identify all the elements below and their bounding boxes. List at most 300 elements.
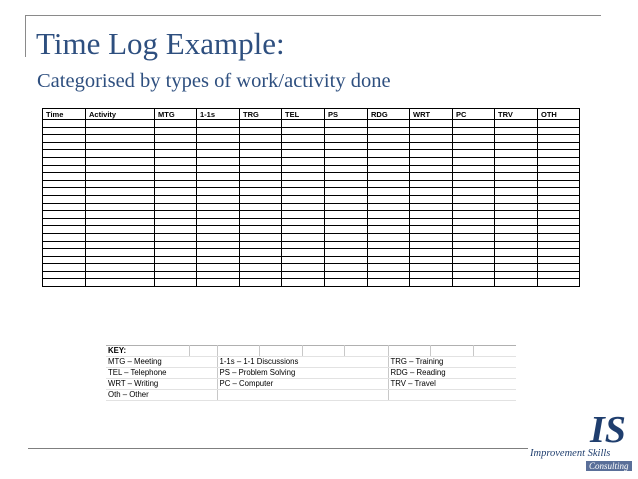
table-row	[43, 226, 580, 234]
table-cell	[368, 165, 410, 173]
table-cell	[495, 226, 538, 234]
table-cell	[197, 279, 240, 287]
table-cell	[43, 211, 86, 219]
table-cell	[410, 127, 453, 135]
table-row	[43, 150, 580, 158]
table-cell	[197, 233, 240, 241]
table-cell	[410, 135, 453, 143]
table-cell	[43, 173, 86, 181]
table-cell	[43, 120, 86, 128]
table-cell	[495, 120, 538, 128]
table-cell	[495, 157, 538, 165]
table-cell	[495, 127, 538, 135]
table-cell	[453, 264, 495, 272]
table-cell	[43, 279, 86, 287]
table-cell	[453, 165, 495, 173]
table-cell	[538, 150, 580, 158]
key-entry: TRV – Travel	[388, 379, 516, 390]
table-cell	[410, 241, 453, 249]
table-cell	[43, 233, 86, 241]
table-cell	[495, 256, 538, 264]
table-cell	[43, 271, 86, 279]
table-cell	[325, 188, 368, 196]
key-entry: MTG – Meeting	[106, 357, 217, 368]
table-cell	[240, 211, 282, 219]
table-cell	[240, 120, 282, 128]
table-cell	[368, 226, 410, 234]
column-header: WRT	[410, 109, 453, 120]
table-cell	[325, 173, 368, 181]
key-entry: PS – Problem Solving	[217, 368, 388, 379]
table-row	[43, 195, 580, 203]
table-cell	[453, 180, 495, 188]
table-cell	[495, 180, 538, 188]
table-cell	[368, 279, 410, 287]
table-cell	[495, 173, 538, 181]
table-cell	[410, 264, 453, 272]
table-cell	[453, 233, 495, 241]
key-entry: 1-1s – 1-1 Discussions	[217, 357, 388, 368]
table-cell	[453, 120, 495, 128]
table-cell	[155, 218, 197, 226]
table-cell	[495, 249, 538, 257]
table-cell	[453, 279, 495, 287]
table-cell	[86, 173, 155, 181]
table-row	[43, 203, 580, 211]
table-cell	[282, 203, 325, 211]
table-cell	[410, 150, 453, 158]
table-cell	[368, 195, 410, 203]
table-cell	[43, 135, 86, 143]
table-cell	[282, 241, 325, 249]
table-cell	[240, 157, 282, 165]
table-cell	[495, 150, 538, 158]
table-cell	[155, 271, 197, 279]
table-cell	[325, 203, 368, 211]
table-cell	[197, 157, 240, 165]
table-cell	[197, 256, 240, 264]
table-cell	[86, 264, 155, 272]
table-cell	[43, 165, 86, 173]
table-cell	[240, 241, 282, 249]
table-cell	[86, 203, 155, 211]
table-cell	[155, 264, 197, 272]
table-cell	[282, 157, 325, 165]
table-cell	[282, 150, 325, 158]
table-cell	[86, 256, 155, 264]
key-row	[106, 390, 516, 401]
table-cell	[325, 165, 368, 173]
table-cell	[325, 127, 368, 135]
key-entry	[217, 390, 388, 401]
table-cell	[538, 249, 580, 257]
table-cell	[155, 233, 197, 241]
table-cell	[240, 271, 282, 279]
table-cell	[282, 188, 325, 196]
table-cell	[325, 142, 368, 150]
table-cell	[282, 142, 325, 150]
table-cell	[197, 195, 240, 203]
table-row	[43, 165, 580, 173]
table-cell	[86, 127, 155, 135]
table-cell	[495, 279, 538, 287]
table-cell	[368, 241, 410, 249]
table-cell	[155, 120, 197, 128]
table-row	[43, 180, 580, 188]
table-cell	[495, 271, 538, 279]
table-cell	[453, 150, 495, 158]
table-cell	[282, 127, 325, 135]
column-header: TEL	[282, 109, 325, 120]
company-logo	[526, 411, 634, 477]
key-entry: RDG – Reading	[388, 368, 516, 379]
table-cell	[197, 271, 240, 279]
table-cell	[410, 157, 453, 165]
column-header: OTH	[538, 109, 580, 120]
table-cell	[86, 226, 155, 234]
table-cell	[197, 150, 240, 158]
table-cell	[538, 256, 580, 264]
key-entry: PC – Computer	[217, 379, 388, 390]
logo-tagline: Consulting	[586, 461, 632, 471]
table-cell	[282, 173, 325, 181]
table-cell	[282, 195, 325, 203]
table-cell	[325, 195, 368, 203]
table-cell	[43, 241, 86, 249]
table-cell	[197, 180, 240, 188]
table-cell	[155, 165, 197, 173]
key-row	[106, 357, 516, 368]
table-cell	[282, 180, 325, 188]
table-cell	[538, 165, 580, 173]
table-cell	[410, 165, 453, 173]
table-row	[43, 256, 580, 264]
table-cell	[495, 195, 538, 203]
table-cell	[197, 218, 240, 226]
table-cell	[86, 195, 155, 203]
table-row	[43, 157, 580, 165]
table-row	[43, 233, 580, 241]
table-cell	[86, 241, 155, 249]
table-cell	[538, 120, 580, 128]
table-cell	[368, 127, 410, 135]
table-cell	[86, 249, 155, 257]
table-cell	[325, 218, 368, 226]
key-entry: TEL – Telephone	[106, 368, 217, 379]
table-cell	[240, 142, 282, 150]
table-row	[43, 173, 580, 181]
table-cell	[282, 211, 325, 219]
table-cell	[240, 218, 282, 226]
slide-title: Time Log Example:	[36, 26, 285, 61]
column-header: TRG	[240, 109, 282, 120]
table-cell	[155, 195, 197, 203]
table-cell	[240, 226, 282, 234]
key-table	[106, 345, 516, 401]
table-cell	[43, 256, 86, 264]
table-cell	[155, 203, 197, 211]
table-cell	[155, 256, 197, 264]
table-cell	[155, 226, 197, 234]
time-log-table	[42, 108, 580, 287]
table-cell	[453, 226, 495, 234]
table-cell	[410, 203, 453, 211]
column-header: Activity	[86, 109, 155, 120]
table-cell	[495, 203, 538, 211]
table-cell	[495, 135, 538, 143]
table-cell	[155, 188, 197, 196]
key-entry: Oth – Other	[106, 390, 217, 401]
table-cell	[240, 188, 282, 196]
table-row	[43, 127, 580, 135]
table-cell	[86, 233, 155, 241]
table-cell	[325, 157, 368, 165]
table-cell	[86, 180, 155, 188]
time-log-body	[43, 120, 580, 287]
logo-name: Improvement Skills	[530, 448, 611, 459]
top-border-line	[25, 15, 601, 16]
table-cell	[325, 120, 368, 128]
table-cell	[282, 264, 325, 272]
table-cell	[197, 264, 240, 272]
table-cell	[240, 195, 282, 203]
table-cell	[538, 203, 580, 211]
table-cell	[86, 271, 155, 279]
table-cell	[538, 180, 580, 188]
table-cell	[410, 120, 453, 128]
table-cell	[155, 249, 197, 257]
table-cell	[155, 150, 197, 158]
key-label: KEY:	[106, 346, 189, 357]
table-row	[43, 188, 580, 196]
table-cell	[410, 271, 453, 279]
table-cell	[86, 150, 155, 158]
table-cell	[368, 218, 410, 226]
bottom-divider	[28, 448, 528, 449]
table-cell	[453, 256, 495, 264]
table-cell	[410, 279, 453, 287]
table-cell	[43, 218, 86, 226]
table-cell	[538, 271, 580, 279]
table-row	[43, 142, 580, 150]
logo-mark: IS	[590, 409, 626, 451]
table-cell	[240, 173, 282, 181]
table-cell	[368, 249, 410, 257]
table-cell	[368, 157, 410, 165]
column-header: PS	[325, 109, 368, 120]
table-cell	[282, 279, 325, 287]
table-cell	[538, 218, 580, 226]
table-cell	[495, 165, 538, 173]
table-cell	[538, 127, 580, 135]
table-cell	[282, 233, 325, 241]
table-cell	[453, 173, 495, 181]
column-header: RDG	[368, 109, 410, 120]
table-cell	[240, 256, 282, 264]
table-cell	[410, 256, 453, 264]
table-cell	[453, 271, 495, 279]
table-cell	[410, 249, 453, 257]
key-header-row	[106, 346, 516, 357]
table-cell	[43, 226, 86, 234]
table-cell	[197, 120, 240, 128]
table-cell	[538, 195, 580, 203]
table-cell	[368, 120, 410, 128]
table-cell	[495, 142, 538, 150]
table-cell	[155, 173, 197, 181]
column-header: PC	[453, 109, 495, 120]
table-cell	[410, 226, 453, 234]
table-cell	[410, 233, 453, 241]
table-cell	[538, 157, 580, 165]
table-row	[43, 271, 580, 279]
table-cell	[410, 211, 453, 219]
table-cell	[43, 188, 86, 196]
table-cell	[453, 203, 495, 211]
table-cell	[43, 127, 86, 135]
table-cell	[368, 188, 410, 196]
table-cell	[325, 264, 368, 272]
table-cell	[495, 218, 538, 226]
table-cell	[86, 218, 155, 226]
table-cell	[538, 142, 580, 150]
left-border-line	[25, 15, 26, 57]
table-cell	[43, 249, 86, 257]
table-cell	[86, 188, 155, 196]
table-row	[43, 241, 580, 249]
table-cell	[368, 256, 410, 264]
table-cell	[453, 195, 495, 203]
table-cell	[325, 256, 368, 264]
table-cell	[325, 211, 368, 219]
table-cell	[453, 142, 495, 150]
table-row	[43, 264, 580, 272]
table-cell	[155, 211, 197, 219]
table-cell	[368, 150, 410, 158]
table-cell	[155, 241, 197, 249]
table-cell	[197, 165, 240, 173]
table-cell	[325, 271, 368, 279]
key-row	[106, 379, 516, 390]
table-cell	[240, 249, 282, 257]
table-cell	[368, 233, 410, 241]
table-cell	[240, 150, 282, 158]
table-cell	[368, 142, 410, 150]
table-cell	[538, 233, 580, 241]
table-cell	[86, 157, 155, 165]
table-cell	[453, 218, 495, 226]
table-cell	[282, 271, 325, 279]
table-cell	[240, 127, 282, 135]
table-cell	[282, 120, 325, 128]
table-cell	[495, 233, 538, 241]
table-cell	[43, 157, 86, 165]
table-cell	[538, 173, 580, 181]
table-cell	[86, 142, 155, 150]
table-cell	[197, 211, 240, 219]
table-cell	[240, 279, 282, 287]
column-header: 1-1s	[197, 109, 240, 120]
table-cell	[197, 241, 240, 249]
table-cell	[495, 211, 538, 219]
table-cell	[155, 127, 197, 135]
table-cell	[43, 150, 86, 158]
table-cell	[538, 241, 580, 249]
table-cell	[453, 135, 495, 143]
key-row	[106, 368, 516, 379]
table-cell	[43, 264, 86, 272]
column-header: TRV	[495, 109, 538, 120]
table-cell	[197, 226, 240, 234]
table-cell	[86, 165, 155, 173]
table-cell	[410, 218, 453, 226]
table-cell	[325, 279, 368, 287]
table-cell	[538, 279, 580, 287]
table-cell	[495, 241, 538, 249]
table-cell	[240, 135, 282, 143]
table-cell	[43, 142, 86, 150]
table-cell	[495, 264, 538, 272]
table-cell	[538, 264, 580, 272]
column-header: MTG	[155, 109, 197, 120]
column-header: Time	[43, 109, 86, 120]
table-cell	[368, 211, 410, 219]
table-cell	[282, 226, 325, 234]
table-cell	[325, 241, 368, 249]
table-cell	[43, 180, 86, 188]
table-cell	[197, 188, 240, 196]
table-cell	[453, 249, 495, 257]
table-cell	[538, 226, 580, 234]
table-cell	[197, 203, 240, 211]
table-header-row	[43, 109, 580, 120]
table-cell	[240, 233, 282, 241]
key-entry: WRT – Writing	[106, 379, 217, 390]
table-cell	[325, 180, 368, 188]
table-cell	[240, 165, 282, 173]
table-cell	[197, 173, 240, 181]
table-cell	[453, 188, 495, 196]
table-cell	[240, 203, 282, 211]
table-cell	[282, 135, 325, 143]
slide-subtitle: Categorised by types of work/activity done	[37, 70, 391, 92]
table-cell	[325, 249, 368, 257]
table-cell	[155, 135, 197, 143]
table-cell	[453, 127, 495, 135]
table-cell	[410, 188, 453, 196]
table-cell	[538, 188, 580, 196]
table-cell	[282, 249, 325, 257]
table-cell	[155, 157, 197, 165]
table-cell	[155, 180, 197, 188]
table-cell	[368, 180, 410, 188]
table-cell	[410, 195, 453, 203]
table-cell	[368, 264, 410, 272]
table-cell	[240, 180, 282, 188]
table-cell	[197, 127, 240, 135]
table-cell	[538, 211, 580, 219]
table-cell	[325, 135, 368, 143]
key-entry: TRG – Training	[388, 357, 516, 368]
table-cell	[282, 256, 325, 264]
table-cell	[86, 279, 155, 287]
table-cell	[86, 120, 155, 128]
table-row	[43, 120, 580, 128]
table-cell	[325, 226, 368, 234]
table-cell	[240, 264, 282, 272]
table-row	[43, 211, 580, 219]
table-row	[43, 218, 580, 226]
